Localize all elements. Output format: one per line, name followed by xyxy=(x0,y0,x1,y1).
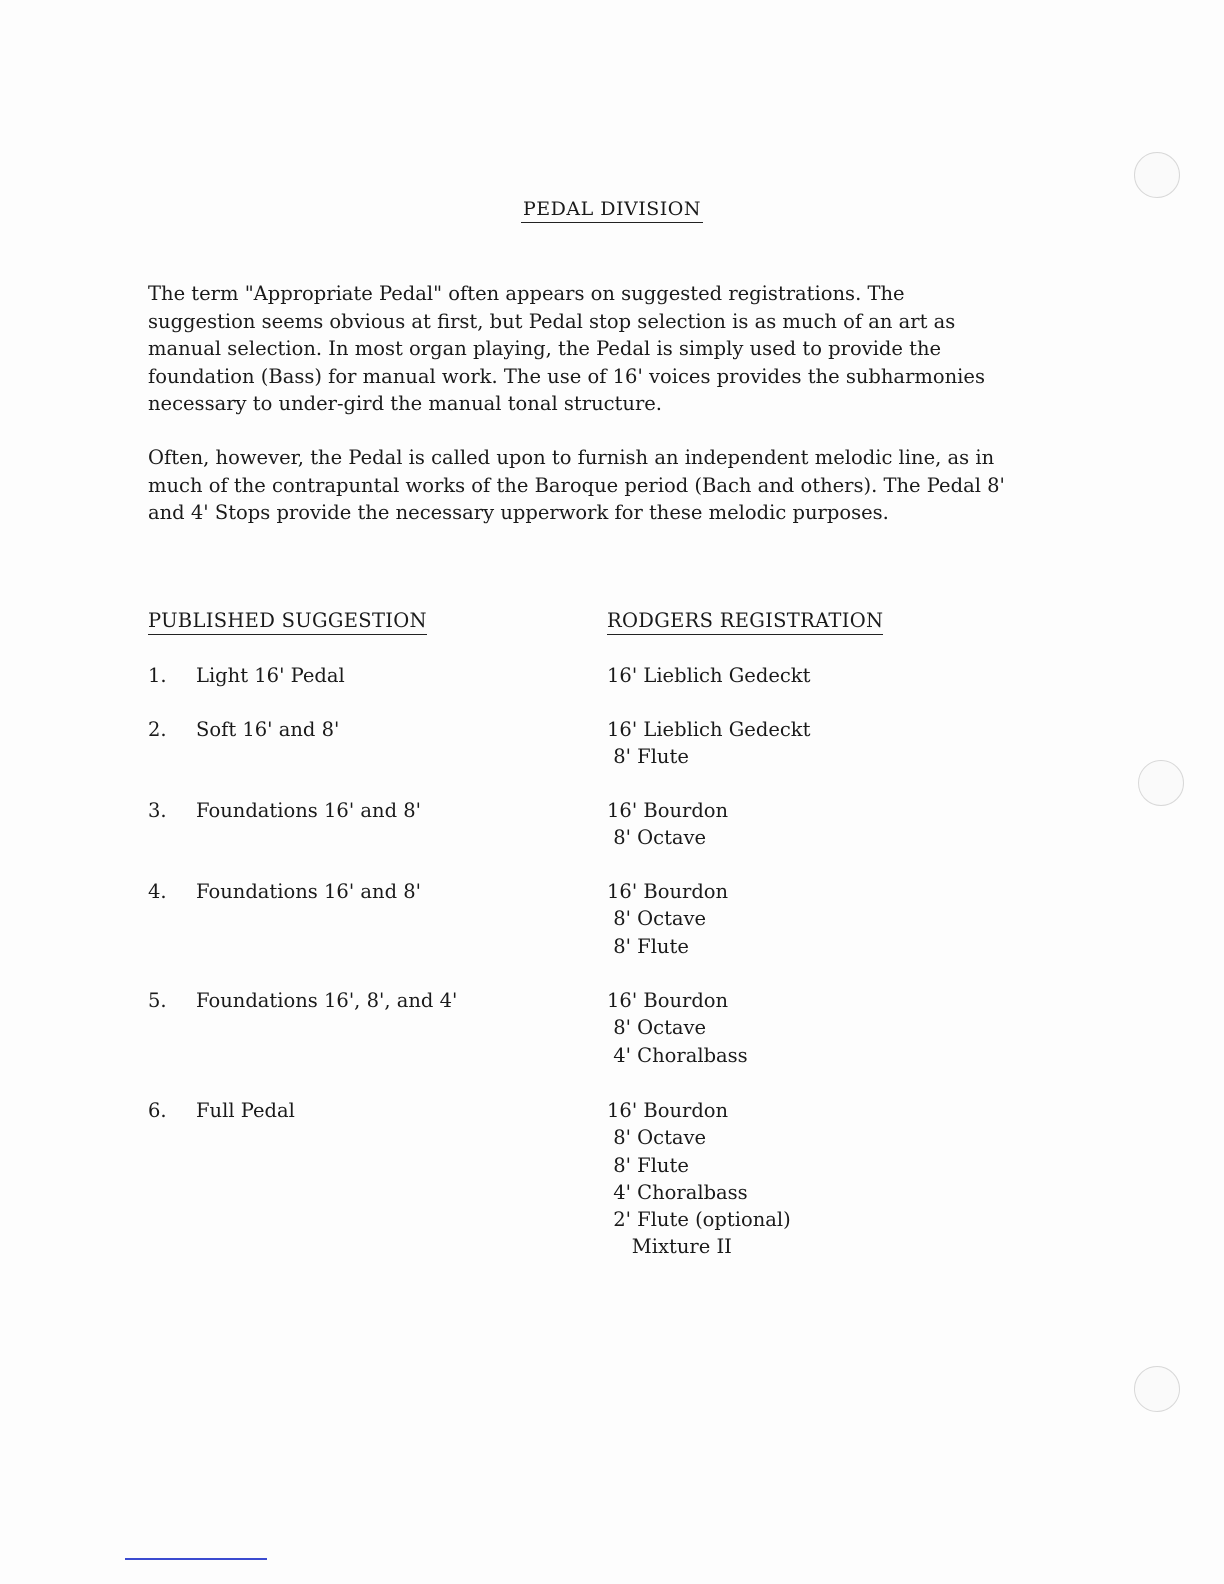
stop-line: 4' Choralbass xyxy=(607,1180,748,1204)
row-number: 4. xyxy=(148,880,167,903)
published-suggestion: Full Pedal xyxy=(196,1099,295,1122)
stop-line: 16' Lieblich Gedeckt xyxy=(607,718,811,741)
stop-line: Mixture II xyxy=(607,1235,732,1259)
stop-line: 16' Bourdon xyxy=(607,989,729,1012)
stop-line: 8' Octave xyxy=(607,1126,707,1150)
row-number: 1. xyxy=(148,664,167,687)
stop-line: 16' Bourdon xyxy=(607,799,729,822)
stop-line: 8' Flute xyxy=(607,745,689,769)
rodgers-registration xyxy=(607,1097,791,1261)
published-suggestion: Soft 16' and 8' xyxy=(196,718,340,741)
column-header-published xyxy=(148,609,427,632)
punch-hole-middle xyxy=(1138,760,1184,806)
rodgers-registration xyxy=(607,797,728,852)
published-suggestion: Light 16' Pedal xyxy=(196,664,345,687)
rodgers-registration xyxy=(607,878,728,960)
rodgers-registration xyxy=(607,662,810,689)
column-header-rodgers-text: RODGERS REGISTRATION xyxy=(607,609,883,635)
stop-line: 8' Octave xyxy=(607,907,707,931)
stop-line: 8' Octave xyxy=(607,826,707,850)
column-header-published-text: PUBLISHED SUGGESTION xyxy=(148,609,427,635)
stop-line: 8' Flute xyxy=(607,934,689,958)
rodgers-registration xyxy=(607,716,810,771)
footer-rule xyxy=(125,1558,267,1560)
row-number: 6. xyxy=(148,1099,167,1122)
published-suggestion: Foundations 16' and 8' xyxy=(196,799,422,822)
stop-line: 4' Choralbass xyxy=(607,1043,748,1067)
page-title xyxy=(0,198,1224,220)
stop-line: 16' Bourdon xyxy=(607,1099,729,1122)
published-suggestion: Foundations 16' and 8' xyxy=(196,880,422,903)
stop-line: 16' Bourdon xyxy=(607,880,729,903)
rodgers-registration xyxy=(607,987,748,1069)
stop-line: 8' Flute xyxy=(607,1153,689,1177)
row-number: 2. xyxy=(148,718,167,741)
row-number: 3. xyxy=(148,799,167,822)
punch-hole-bottom xyxy=(1134,1366,1180,1412)
stop-line: 16' Lieblich Gedeckt xyxy=(607,664,811,687)
page-title-text: PEDAL DIVISION xyxy=(521,198,703,223)
paragraph-2: Often, however, the Pedal is called upon to furnish an independent melodic line, as in much of the contrapuntal works of the Baroque period (Bach and others). The Pedal 8' and 4' Stops provide the necessary upperwork for these melodic purposes. xyxy=(148,446,1005,524)
published-suggestion: Foundations 16', 8', and 4' xyxy=(196,989,458,1012)
row-number: 5. xyxy=(148,989,167,1012)
column-header-rodgers xyxy=(607,609,883,632)
stop-line: 2' Flute (optional) xyxy=(607,1208,791,1232)
stop-line: 8' Octave xyxy=(607,1016,707,1040)
punch-hole-top xyxy=(1134,152,1180,198)
paragraph-1: The term "Appropriate Pedal" often appears on suggested registrations. The suggestion seems obvious at first, but Pedal stop selection is as much of an art as manual selection. In most organ playing, the Pedal is simply used to provide the foundation (Bass) for manual work. The use of 16' voices provides the subharmonies necessary to under-gird the manual tonal structure. xyxy=(148,282,985,415)
